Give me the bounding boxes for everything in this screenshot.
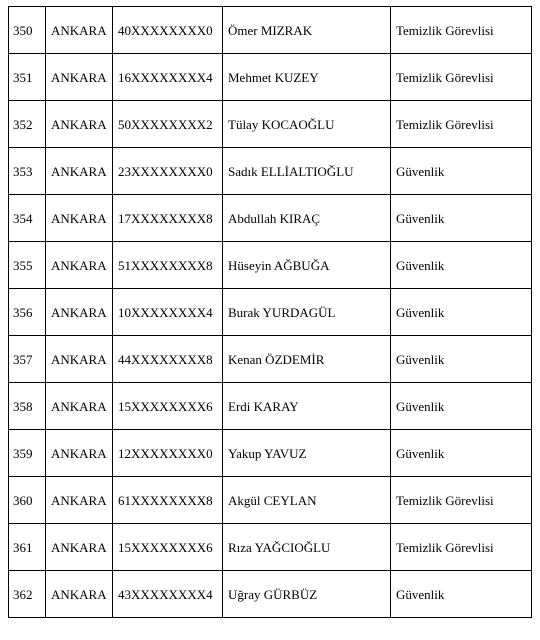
personnel-table [8, 6, 532, 618]
row-number: 362 [9, 571, 46, 618]
role-cell: Temizlik Görevlisi [391, 477, 532, 524]
table-row [9, 242, 532, 289]
row-number: 350 [9, 7, 46, 54]
table-row [9, 101, 532, 148]
table-row [9, 289, 532, 336]
id-number-cell: 44XXXXXXXX8 [113, 336, 223, 383]
full-name-cell: Uğray GÜRBÜZ [223, 571, 391, 618]
full-name-cell: Abdullah KIRAÇ [223, 195, 391, 242]
role-cell: Temizlik Görevlisi [391, 7, 532, 54]
full-name-cell: Sadık ELLİALTIOĞLU [223, 148, 391, 195]
row-number: 361 [9, 524, 46, 571]
full-name-cell: Mehmet KUZEY [223, 54, 391, 101]
full-name-cell: Tülay KOCAOĞLU [223, 101, 391, 148]
id-number-cell: 15XXXXXXXX6 [113, 524, 223, 571]
table-row [9, 571, 532, 618]
table-row [9, 195, 532, 242]
table-row [9, 477, 532, 524]
personnel-table-body [9, 7, 532, 618]
city-cell: ANKARA [46, 383, 113, 430]
full-name-cell: Rıza YAĞCIOĞLU [223, 524, 391, 571]
role-cell: Temizlik Görevlisi [391, 101, 532, 148]
city-cell: ANKARA [46, 336, 113, 383]
city-cell: ANKARA [46, 524, 113, 571]
row-number: 357 [9, 336, 46, 383]
city-cell: ANKARA [46, 477, 113, 524]
role-cell: Güvenlik [391, 289, 532, 336]
id-number-cell: 10XXXXXXXX4 [113, 289, 223, 336]
role-cell: Güvenlik [391, 571, 532, 618]
full-name-cell: Burak YURDAGÜL [223, 289, 391, 336]
id-number-cell: 40XXXXXXXX0 [113, 7, 223, 54]
id-number-cell: 61XXXXXXXX8 [113, 477, 223, 524]
table-row [9, 383, 532, 430]
city-cell: ANKARA [46, 148, 113, 195]
full-name-cell: Erdi KARAY [223, 383, 391, 430]
role-cell: Temizlik Görevlisi [391, 54, 532, 101]
row-number: 356 [9, 289, 46, 336]
role-cell: Güvenlik [391, 336, 532, 383]
id-number-cell: 17XXXXXXXX8 [113, 195, 223, 242]
role-cell: Güvenlik [391, 383, 532, 430]
id-number-cell: 23XXXXXXXX0 [113, 148, 223, 195]
table-row [9, 336, 532, 383]
row-number: 352 [9, 101, 46, 148]
id-number-cell: 12XXXXXXXX0 [113, 430, 223, 477]
city-cell: ANKARA [46, 289, 113, 336]
city-cell: ANKARA [46, 571, 113, 618]
row-number: 351 [9, 54, 46, 101]
table-row [9, 148, 532, 195]
table-row [9, 524, 532, 571]
full-name-cell: Hüseyin AĞBUĞA [223, 242, 391, 289]
full-name-cell: Kenan ÖZDEMİR [223, 336, 391, 383]
table-row [9, 430, 532, 477]
city-cell: ANKARA [46, 430, 113, 477]
city-cell: ANKARA [46, 242, 113, 289]
id-number-cell: 50XXXXXXXX2 [113, 101, 223, 148]
city-cell: ANKARA [46, 101, 113, 148]
row-number: 359 [9, 430, 46, 477]
city-cell: ANKARA [46, 54, 113, 101]
role-cell: Temizlik Görevlisi [391, 524, 532, 571]
table-row [9, 7, 532, 54]
city-cell: ANKARA [46, 195, 113, 242]
row-number: 355 [9, 242, 46, 289]
id-number-cell: 43XXXXXXXX4 [113, 571, 223, 618]
role-cell: Güvenlik [391, 430, 532, 477]
row-number: 358 [9, 383, 46, 430]
role-cell: Güvenlik [391, 242, 532, 289]
full-name-cell: Ömer MIZRAK [223, 7, 391, 54]
row-number: 353 [9, 148, 46, 195]
id-number-cell: 16XXXXXXXX4 [113, 54, 223, 101]
id-number-cell: 15XXXXXXXX6 [113, 383, 223, 430]
id-number-cell: 51XXXXXXXX8 [113, 242, 223, 289]
full-name-cell: Akgül CEYLAN [223, 477, 391, 524]
role-cell: Güvenlik [391, 148, 532, 195]
role-cell: Güvenlik [391, 195, 532, 242]
row-number: 354 [9, 195, 46, 242]
full-name-cell: Yakup YAVUZ [223, 430, 391, 477]
city-cell: ANKARA [46, 7, 113, 54]
row-number: 360 [9, 477, 46, 524]
table-row [9, 54, 532, 101]
